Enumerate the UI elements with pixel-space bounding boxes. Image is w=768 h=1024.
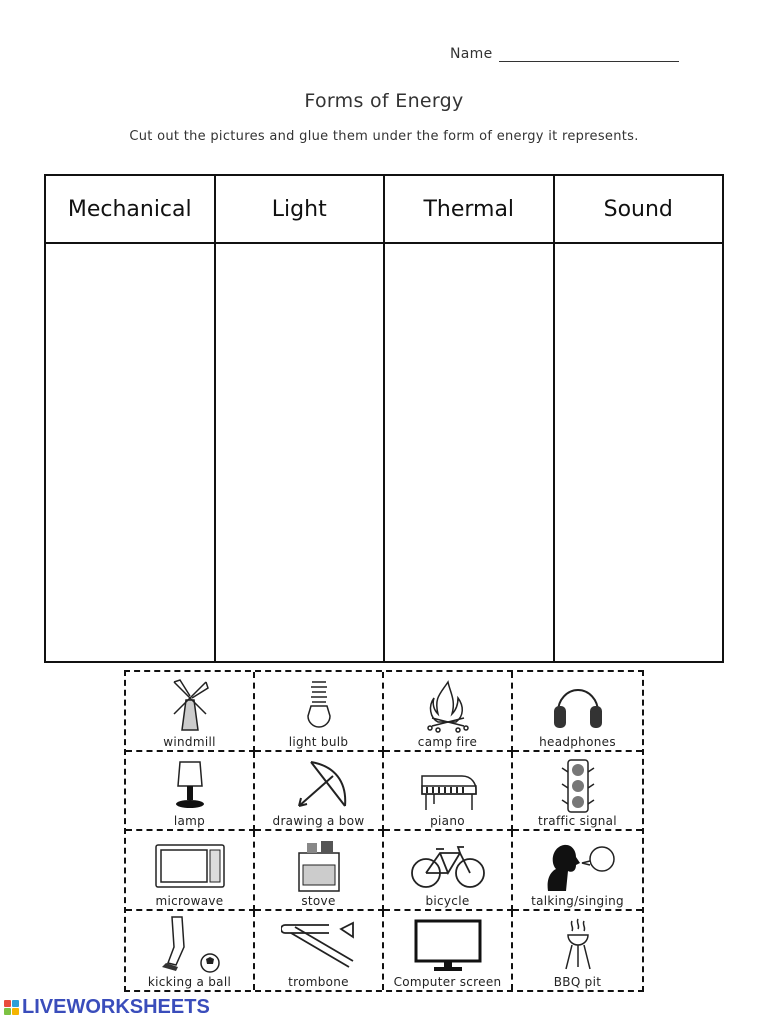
column-header-sound: Sound [554,175,724,243]
drop-zone-mechanical[interactable] [45,243,215,662]
column-header-thermal: Thermal [384,175,554,243]
logo-square-green [4,1008,11,1015]
name-field[interactable] [450,46,679,62]
headphones-icon [540,676,616,734]
card-camp-fire[interactable] [384,672,513,752]
card-label: kicking a ball [147,975,232,989]
liveworksheets-footer[interactable] [4,996,210,1019]
card-kicking-a-ball[interactable] [126,911,255,991]
column-header-mechanical: Mechanical [45,175,215,243]
card-label: light bulb [288,734,349,749]
card-label: windmill [163,734,216,749]
bbq-pit-icon [540,915,616,973]
card-label: drawing a bow [272,814,365,828]
drop-zone-light[interactable] [215,243,385,662]
card-talking-singing[interactable] [513,831,642,911]
brand-name: LIVEWORKSHEETS [22,996,210,1018]
stove-icon [281,835,357,893]
light-bulb-icon [281,676,357,734]
card-label: BBQ pit [553,975,602,989]
card-windmill[interactable] [126,672,255,752]
logo-square-blue [12,1000,19,1007]
card-bbq-pit[interactable] [513,911,642,991]
lamp-icon [152,756,228,814]
card-headphones[interactable] [513,672,642,752]
windmill-icon [152,676,228,734]
card-lamp[interactable] [126,752,255,832]
card-label: talking/singing [531,893,624,908]
sorting-table [44,174,724,663]
card-label: bicycle [425,893,470,908]
computer-screen-icon [410,915,486,973]
card-piano[interactable] [384,752,513,832]
column-header-light: Light [215,175,385,243]
card-bicycle[interactable] [384,831,513,911]
bow-icon [281,756,357,814]
card-traffic-signal[interactable] [513,752,642,832]
liveworksheets-logo-icon [4,1000,19,1015]
bicycle-icon [410,835,486,893]
kicking-ball-icon [152,915,228,973]
instructions-text: Cut out the pictures and glue them under the form of energy it represents. [129,129,639,144]
cutout-cards-grid [124,670,644,992]
card-label: piano [430,814,465,828]
talking-icon [540,835,616,893]
logo-square-red [4,1000,11,1007]
drop-zone-thermal[interactable] [384,243,554,662]
card-drawing-a-bow[interactable] [255,752,384,832]
card-label: Computer screen [393,975,502,989]
logo-square-yellow [12,1008,19,1015]
card-trombone[interactable] [255,911,384,991]
card-computer-screen[interactable] [384,911,513,991]
traffic-signal-icon [540,756,616,814]
drop-zone-sound[interactable] [554,243,724,662]
piano-icon [410,756,486,814]
name-blank-line[interactable] [499,47,679,62]
card-label: headphones [539,734,616,749]
name-label: Name [450,46,493,62]
camp-fire-icon [410,676,486,734]
card-label: camp fire [417,734,478,749]
card-label: trombone [288,975,349,989]
card-label: microwave [155,893,224,908]
card-microwave[interactable] [126,831,255,911]
page-title: Forms of Energy [304,90,464,112]
microwave-icon [152,835,228,893]
card-label: stove [301,893,336,908]
card-stove[interactable] [255,831,384,911]
card-label: traffic signal [538,814,617,828]
trombone-icon [281,915,357,973]
card-label: lamp [173,814,206,828]
card-light-bulb[interactable] [255,672,384,752]
